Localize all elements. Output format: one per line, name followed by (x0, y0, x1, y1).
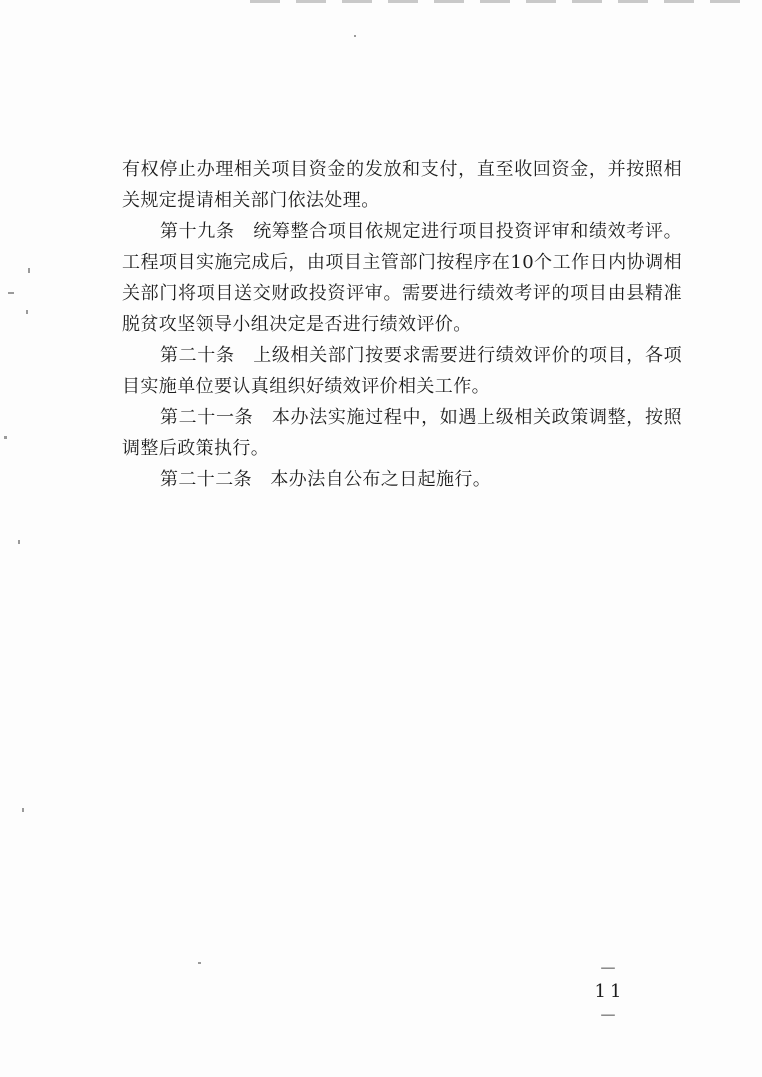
scan-speck (18, 540, 20, 544)
paragraph-article-22: 第二十二条 本办法自公布之日起施行。 (160, 469, 492, 490)
page-number: － 11 － (594, 959, 626, 1027)
scan-speck (4, 436, 7, 439)
scan-speck (26, 310, 28, 314)
body-text (122, 154, 682, 495)
scan-speck (8, 292, 14, 294)
paragraph-continuation: 有权停止办理相关项目资金的发放和支付，直至收回资金，并按照相关规定提请相关部门依法处理。 (122, 159, 682, 211)
scan-speck (354, 35, 356, 37)
paragraph-article-19: 第十九条 统筹整合项目依规定进行项目投资评审和绩效考评。工程项目实施完成后，由项目主管部门按程序在10个工作日内协调相关部门将项目送交财政投资评审。需要进行绩效考评的项目由县精准脱贫攻坚领导小组决定是否进行绩效评价。 (122, 221, 682, 335)
scan-top-edge (250, 0, 750, 3)
scan-speck (22, 808, 24, 812)
paragraph-article-21: 第二十一条 本办法实施过程中，如遇上级相关政策调整，按照调整后政策执行。 (122, 407, 682, 459)
scan-speck (198, 962, 201, 964)
paragraph-article-20: 第二十条 上级相关部门按要求需要进行绩效评价的项目，各项目实施单位要认真组织好绩效评价相关工作。 (122, 345, 682, 397)
scan-speck (28, 268, 30, 273)
